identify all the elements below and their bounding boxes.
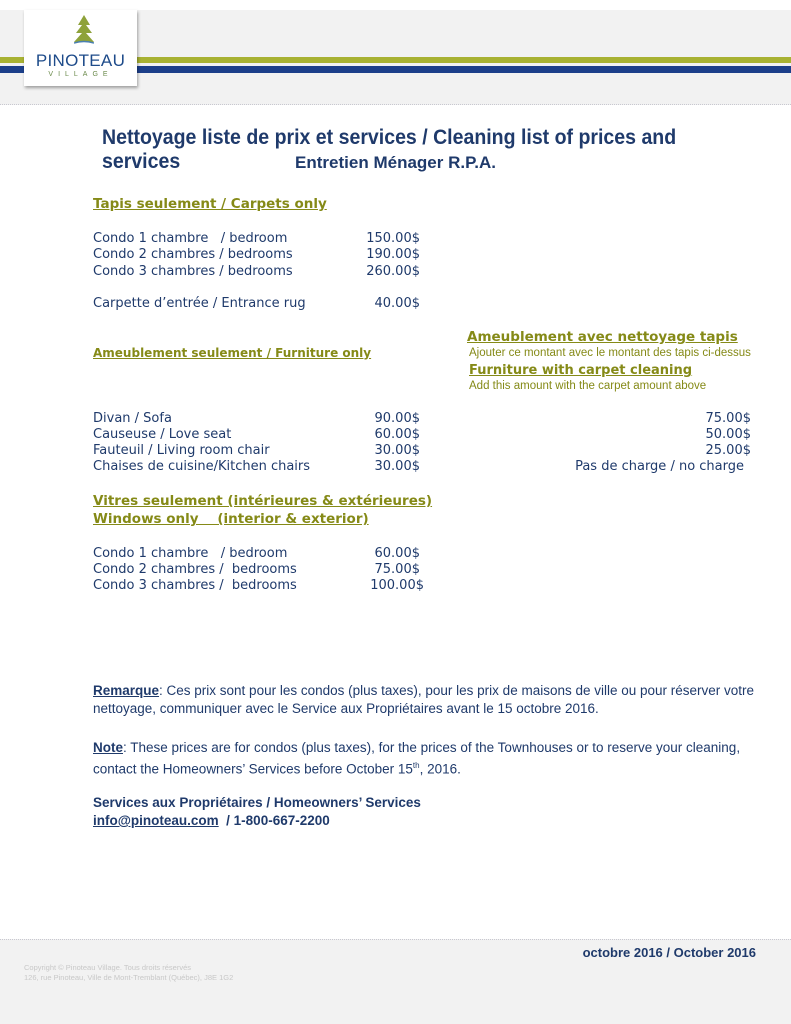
furniture-row-3-label: Fauteuil / Living room chair <box>93 443 270 458</box>
window-row-1-label: Condo 1 chambre / bedroom <box>93 546 288 561</box>
footer-divider <box>0 939 791 943</box>
furniture-row-3-price: 30.00$ <box>374 443 420 458</box>
contact-services: Services aux Propriétaires / Homeowners’ Services <box>93 795 421 810</box>
furniture-row-1-label: Divan / Sofa <box>93 411 172 426</box>
furniture-row-4-price: 30.00$ <box>374 459 420 474</box>
furniture-row-4-label: Chaises de cuisine/Kitchen chairs <box>93 459 311 474</box>
remarque-label: Remarque <box>93 683 160 698</box>
window-row-3-price: 100.00$ <box>370 578 424 593</box>
logo <box>24 10 137 86</box>
carpet-row-2-label: Condo 2 chambres / bedrooms <box>93 247 293 262</box>
footer-copyright: Copyright © Pinoteau Village. Tous droits réservés <box>24 963 192 972</box>
carpet-row-1-price: 150.00$ <box>366 231 420 246</box>
note-label: Note <box>93 740 123 755</box>
header-divider <box>0 100 791 105</box>
window-row-1-price: 60.00$ <box>374 546 420 561</box>
furniture-row-1-with-carpet: 75.00$ <box>705 411 751 426</box>
rug-label: Carpette d’entrée / Entrance rug <box>93 296 306 311</box>
contact-line <box>93 813 330 828</box>
furniture-heading: Ameublement seulement / Furniture only <box>93 346 372 360</box>
carpet-row-3-label: Condo 3 chambres / bedrooms <box>93 264 293 279</box>
furniture-row-2-price: 60.00$ <box>374 427 420 442</box>
windows-heading-en: Windows only (interior & exterior) <box>93 511 369 527</box>
remarque-text: : Ces prix sont pour les condos (plus taxes), pour les prix de maisons de ville ou pour réserver votre nettoyage, communiquer avec le Service aux Propriétaires avant le 15 octobre 2016. <box>93 683 755 716</box>
carpet-row-1-label: Condo 1 chambre / bedroom <box>93 231 288 246</box>
furniture-row-4-with-carpet: Pas de charge / no charge <box>575 459 744 474</box>
furniture-row-3-with-carpet: 25.00$ <box>705 443 751 458</box>
page-subtitle: Entretien Ménager R.P.A. <box>295 153 496 172</box>
windows-heading-fr: Vitres seulement (intérieures & extérieures) <box>93 493 433 509</box>
furniture-with-carpet-heading-en: Furniture with carpet cleaning <box>469 363 693 378</box>
furniture-row-2-label: Causeuse / Love seat <box>93 427 232 442</box>
page-title: Nettoyage liste de prix et services / Cleaning list of prices and services <box>102 126 677 173</box>
carpet-row-2-price: 190.00$ <box>366 247 420 262</box>
footer-date: octobre 2016 / October 2016 <box>582 945 756 960</box>
remarque-paragraph <box>93 682 783 718</box>
tree-icon <box>74 15 94 45</box>
contact-email-link[interactable]: info@pinoteau.com <box>93 813 219 828</box>
note-paragraph <box>93 739 783 779</box>
note-text: : These prices are for condos (plus taxes), for the prices of the Townhouses or to reserve your cleaning, contact the Homeowners’ Services before October 15 <box>93 740 741 777</box>
furniture-with-carpet-note-fr: Ajouter ce montant avec le montant des tapis ci-dessus <box>469 347 751 359</box>
carpets-heading: Tapis seulement / Carpets only <box>93 196 327 212</box>
rug-price: 40.00$ <box>374 296 420 311</box>
furniture-row-1-price: 90.00$ <box>374 411 420 426</box>
note-text-end: , 2016. <box>419 761 461 777</box>
furniture-with-carpet-note-en: Add this amount with the carpet amount above <box>469 380 707 392</box>
contact-phone: / 1-800-667-2200 <box>218 813 330 828</box>
note-sup: th <box>412 761 420 770</box>
logo-name: PINOTEAU <box>35 51 126 70</box>
footer-address: 126, rue Pinoteau, Ville de Mont-Tremblant (Québec), J8E 1G2 <box>24 973 234 982</box>
window-row-3-label: Condo 3 chambres / bedrooms <box>93 578 297 593</box>
window-row-2-price: 75.00$ <box>374 562 420 577</box>
furniture-row-2-with-carpet: 50.00$ <box>705 427 751 442</box>
carpet-row-3-price: 260.00$ <box>366 264 420 279</box>
window-row-2-label: Condo 2 chambres / bedrooms <box>93 562 297 577</box>
logo-subtitle: VILLAGE <box>48 71 113 78</box>
furniture-with-carpet-heading-fr: Ameublement avec nettoyage tapis <box>467 329 738 345</box>
